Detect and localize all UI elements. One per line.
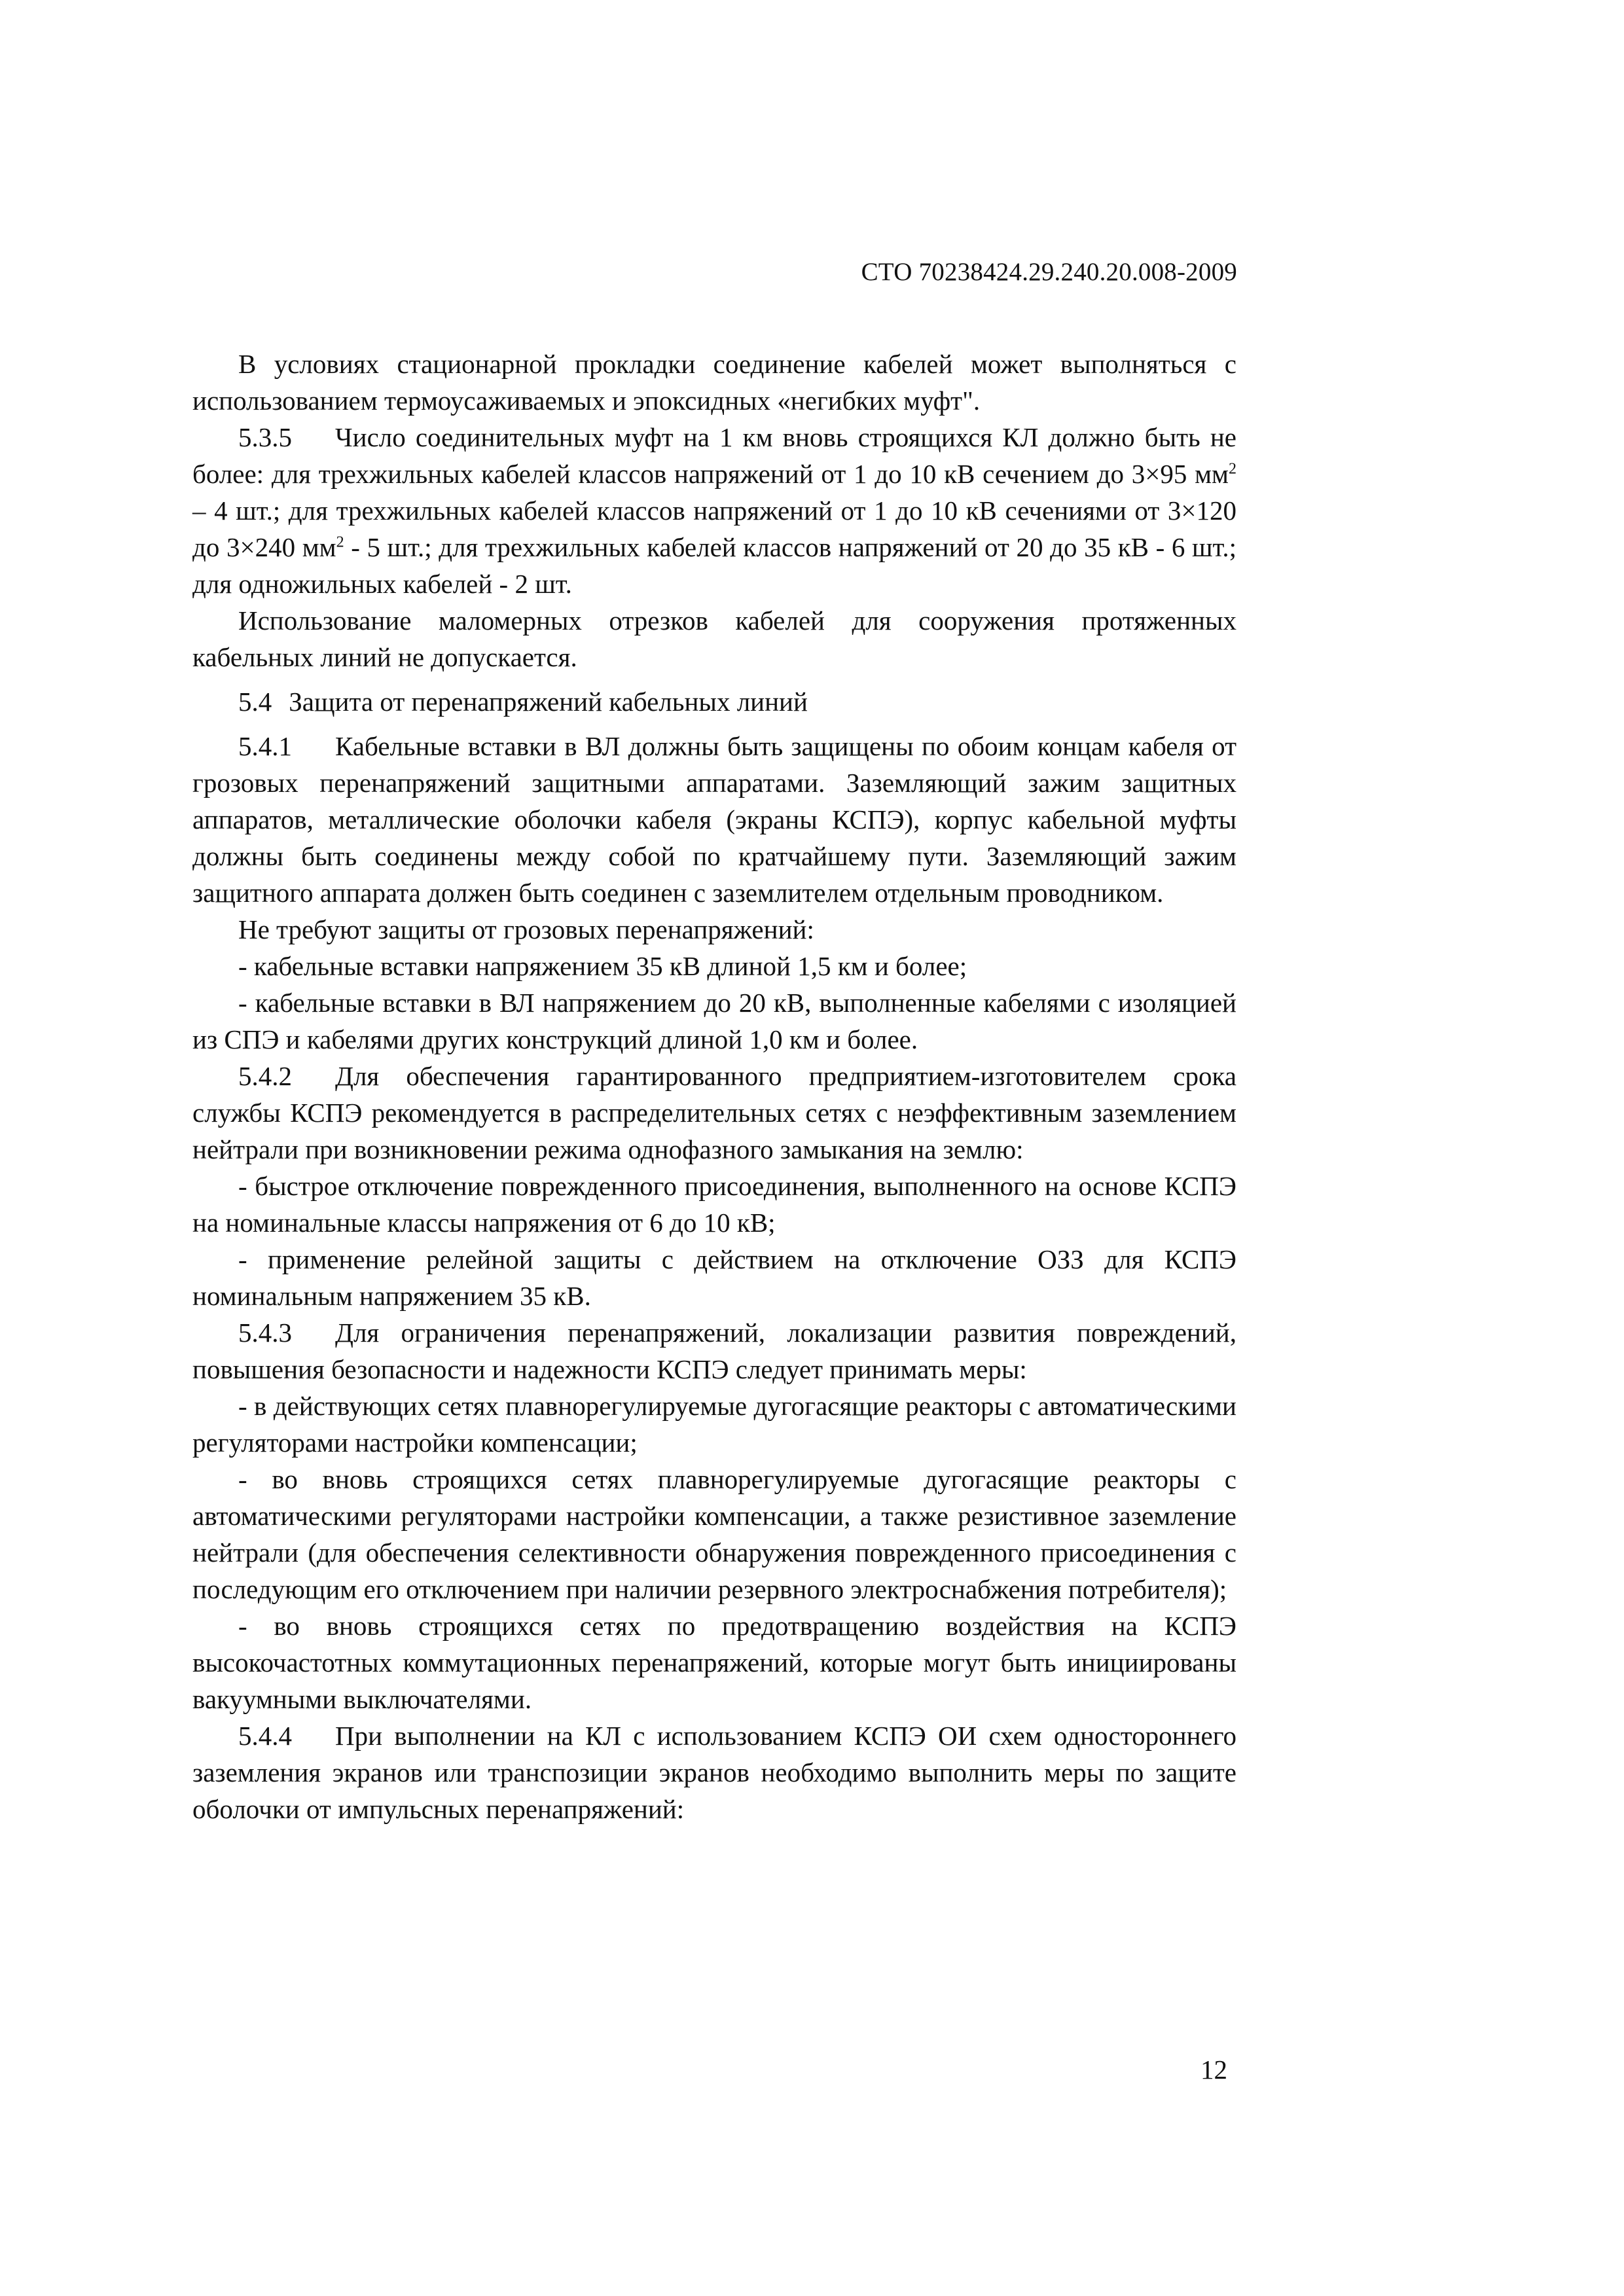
- clause-number: 5.4.3: [238, 1318, 292, 1348]
- page-number: 12: [1200, 2054, 1227, 2085]
- clause-number: 5.3.5: [238, 422, 292, 452]
- clause-number: 5.4.1: [238, 731, 292, 761]
- list-item: - кабельные вставки напряжением 35 кВ длиной 1,5 км и более;: [238, 951, 967, 981]
- clause-text: Кабельные вставки в ВЛ должны быть защищены по обоим концам кабеля от грозовых перенапряжений защитными аппаратами. Заземляющий зажим защитных аппаратов, металлические оболочки кабеля (экраны КСПЭ), корпус кабельной муфты должны быть соединены между собой по кратчайшему пути. Заземляющий зажим защитного аппарата должен быть соединен с заземлителем отдельным проводником.: [192, 731, 1236, 908]
- section-number: 5.4: [238, 687, 272, 717]
- paragraph-5-3-5: [192, 419, 1236, 602]
- document-code-header: СТО 70238424.29.240.20.008-2009: [861, 258, 1237, 286]
- superscript: 2: [336, 533, 344, 551]
- page-body: [192, 346, 1236, 1827]
- paragraph-short-cables: Использование маломерных отрезков кабелей для сооружения протяженных кабельных линий не допускается.: [192, 605, 1236, 672]
- clause-text-part: – 4 шт.; для трехжильных кабелей классов напряжений от 1 до 10 кВ сечениями от 3×120 до 3×240 мм: [192, 495, 1236, 562]
- section-heading-5-4: [192, 683, 1236, 720]
- list-item: - быстрое отключение поврежденного присоединения, выполненного на основе КСПЭ на номинальные классы напряжения от 6 до 10 кВ;: [192, 1171, 1236, 1238]
- clause-text: При выполнении на КЛ с использованием КСПЭ ОИ схем одностороннего заземления экранов или транспозиции экранов необходимо выполнить меры по защите оболочки от импульсных перенапряжений:: [192, 1721, 1236, 1824]
- clause-text: Для ограничения перенапряжений, локализации развития повреждений, повышения безопасности и надежности КСПЭ следует принимать меры:: [192, 1318, 1236, 1384]
- list-item: - во вновь строящихся сетях по предотвращению воздействия на КСПЭ высокочастотных коммутационных перенапряжений, которые могут быть инициированы вакуумными выключателями.: [192, 1611, 1236, 1714]
- paragraph-5-4-4: [192, 1717, 1236, 1827]
- clause-number: 5.4.4: [238, 1721, 292, 1751]
- section-title: Защита от перенапряжений кабельных линий: [289, 687, 808, 717]
- paragraph-connection-methods: В условиях стационарной прокладки соединение кабелей может выполняться с использованием термоусаживаемых и эпоксидных «негибких муфт".: [192, 349, 1236, 416]
- clause-text-part: Число соединительных муфт на 1 км вновь строящихся КЛ должно быть не более: для трехжильных кабелей классов напряжений от 1 до 10 кВ сечением до 3×95 мм: [192, 422, 1236, 489]
- paragraph-no-protection-required: Не требуют защиты от грозовых перенапряжений:: [238, 914, 814, 944]
- paragraph-5-4-2: [192, 1058, 1236, 1168]
- paragraph-5-4-1: [192, 728, 1236, 911]
- superscript: 2: [1229, 460, 1236, 478]
- list-item: - кабельные вставки в ВЛ напряжением до 20 кВ, выполненные кабелями с изоляцией из СПЭ и кабелями других конструкций длиной 1,0 км и более.: [192, 988, 1236, 1054]
- clause-text-part: - 5 шт.; для трехжильных кабелей классов напряжений от 20 до 35 кВ - 6 шт.; для одножильных кабелей - 2 шт.: [192, 532, 1236, 599]
- clause-text: Для обеспечения гарантированного предприятием-изготовителем срока службы КСПЭ рекомендуется в распределительных сетях с неэффективным заземлением нейтрали при возникновении режима однофазного замыкания на землю:: [192, 1061, 1236, 1164]
- list-item: - в действующих сетях плавнорегулируемые дугогасящие реакторы с автоматическими регуляторами настройки компенсации;: [192, 1391, 1236, 1458]
- paragraph-5-4-3: [192, 1314, 1236, 1388]
- list-item: - применение релейной защиты с действием на отключение ОЗЗ для КСПЭ номинальным напряжением 35 кВ.: [192, 1244, 1236, 1311]
- list-item: - во вновь строящихся сетях плавнорегулируемые дугогасящие реакторы с автоматическими регуляторами настройки компенсации, а также резистивное заземление нейтрали (для обеспечения селективности обнаружения поврежденного присоединения с последующим его отключением при наличии резервного электроснабжения потребителя);: [192, 1464, 1236, 1604]
- clause-number: 5.4.2: [238, 1061, 292, 1091]
